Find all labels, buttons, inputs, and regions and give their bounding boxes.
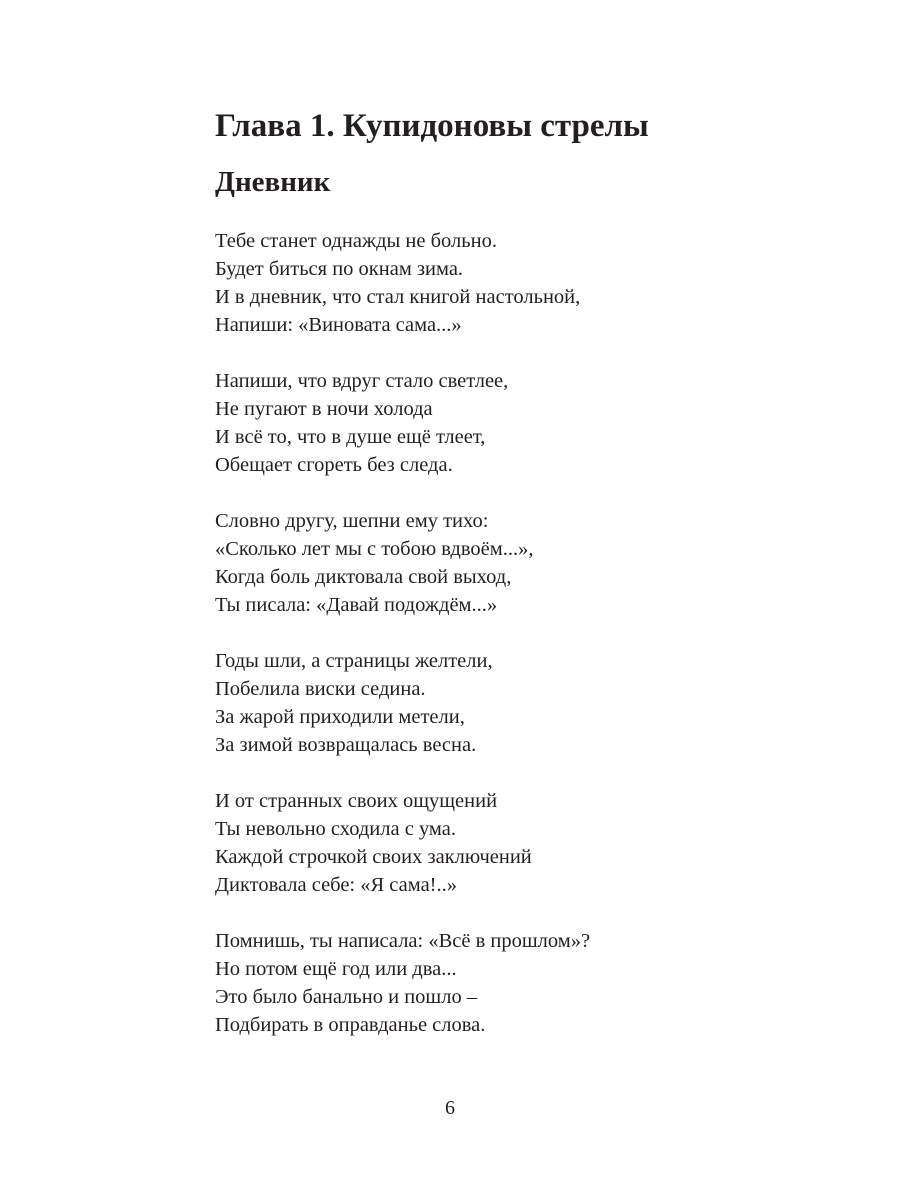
stanza-6: [215, 927, 815, 1039]
poem-line: Напиши: «Виновата сама...»: [215, 314, 462, 336]
poem-line: Ты писала: «Давай подождём...»: [215, 594, 498, 616]
poem-line: Побелила виски седина.: [215, 678, 426, 700]
poem-line: Обещает сгореть без следа.: [215, 454, 453, 476]
stanza-4: [215, 647, 815, 759]
poem-line: И всё то, что в душе ещё тлеет,: [215, 426, 486, 448]
stanza-5: [215, 787, 815, 899]
poem-title: Дневник: [215, 166, 331, 198]
stanza-3: [215, 507, 815, 619]
poem-line: «Сколько лет мы с тобою вдвоём...»,: [215, 538, 534, 560]
stanza-1: [215, 227, 815, 339]
poem-body: [215, 227, 815, 1067]
poem-line: Годы шли, а страницы желтели,: [215, 650, 493, 672]
poem-line: Каждой строчкой своих заключений: [215, 846, 532, 868]
poem-line: Диктовала себе: «Я сама!..»: [215, 874, 458, 896]
poem-line: Не пугают в ночи холода: [215, 398, 433, 420]
poem-line: Когда боль диктовала свой выход,: [215, 566, 512, 588]
poem-line: Словно другу, шепни ему тихо:: [215, 510, 489, 532]
poem-line: И от странных своих ощущений: [215, 790, 498, 812]
poem-line: За зимой возвращалась весна.: [215, 734, 477, 756]
poem-line: Помнишь, ты написала: «Всё в прошлом»?: [215, 930, 591, 952]
poem-line: Это было банально и пошло –: [215, 986, 478, 1008]
poem-line: Но потом ещё год или два...: [215, 958, 457, 980]
page-number: 6: [445, 1097, 455, 1119]
stanza-2: [215, 367, 815, 479]
poem-line: И в дневник, что стал книгой настольной,: [215, 286, 581, 308]
poem-line: Тебе станет однажды не больно.: [215, 230, 497, 252]
chapter-title: Глава 1. Купидоновы стрелы: [215, 108, 649, 144]
poem-line: Напиши, что вдруг стало светлее,: [215, 370, 509, 392]
poem-line: Подбирать в оправданье слова.: [215, 1014, 486, 1036]
poem-line: Ты невольно сходила с ума.: [215, 818, 456, 840]
poem-line: За жарой приходили метели,: [215, 706, 465, 728]
poem-line: Будет биться по окнам зима.: [215, 258, 464, 280]
